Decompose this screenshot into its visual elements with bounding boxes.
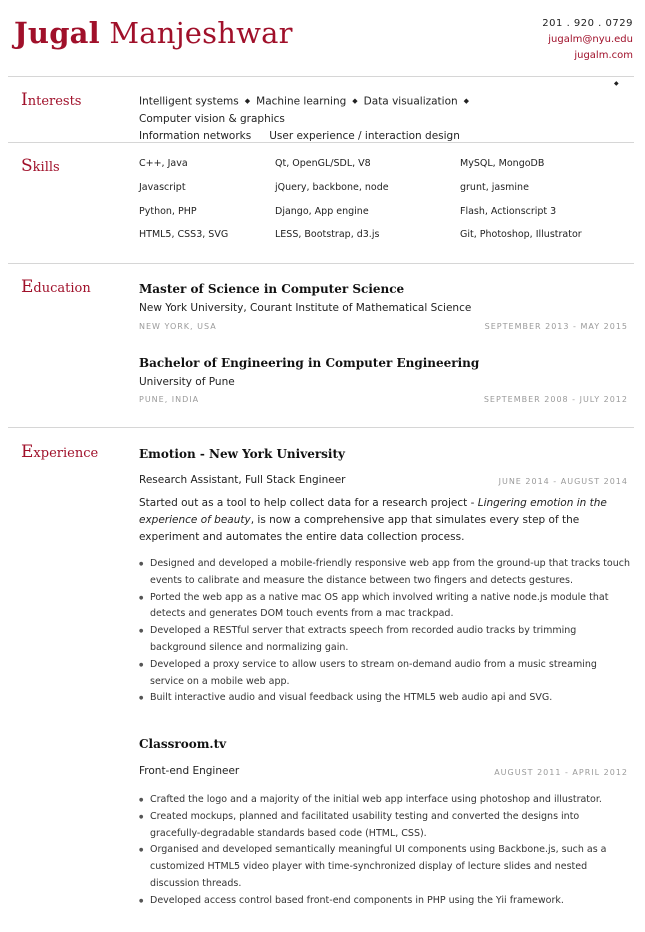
- skill-item: Git, Photoshop, Illustrator: [460, 229, 582, 240]
- skill-item: Python, PHP: [139, 206, 197, 217]
- phone-number: 201 . 920 . 0729: [542, 18, 633, 29]
- list-item: ● Crafted the logo and a majority of the initial web app interface using photoshop and illustrator.: [139, 792, 631, 809]
- email-link[interactable]: jugalm@nyu.edu: [548, 34, 633, 45]
- job-role: Research Assistant, Full Stack Engineer: [139, 474, 346, 486]
- skill-item: HTML5, CSS3, SVG: [139, 229, 229, 240]
- divider: [8, 142, 634, 143]
- interests-list: [139, 93, 619, 145]
- divider: [8, 427, 634, 428]
- skill-item: Django, App engine: [275, 206, 369, 217]
- interest-item: Information networks: [139, 129, 252, 142]
- list-item: ● Designed and developed a mobile-friendly responsive web app from the ground-up that tracks touch events to calibrate and measure the distance between two fingers and detects gestures.: [139, 556, 631, 590]
- candidate-name: [14, 16, 293, 50]
- list-item: ● Built interactive audio and visual feedback using the HTML5 web audio api and SVG.: [139, 690, 631, 707]
- job-description: Started out as a tool to help collect data for a research project - Lingering emotion in the experience of beauty, is now a comprehensive app that simulates every step of the experiment and automates the entire data collection process.: [139, 497, 607, 543]
- degree-title: Bachelor of Engineering in Computer Engineering: [139, 356, 480, 370]
- diamond-icon: ◆: [352, 97, 358, 105]
- skill-item: jQuery, backbone, node: [275, 182, 389, 193]
- last-name: Manjeshwar: [109, 16, 293, 50]
- job-bullets: [139, 792, 631, 910]
- edu-dates: SEPTEMBER 2013 - MAY 2015: [484, 322, 628, 331]
- interest-item: Intelligent systems: [139, 95, 239, 108]
- interest-item: Data visualization: [363, 95, 458, 108]
- school-name: New York University, Courant Institute of Mathematical Science: [139, 302, 472, 314]
- job-title: Emotion - New York University: [139, 447, 345, 461]
- job-dates: JUNE 2014 - AUGUST 2014: [498, 477, 628, 486]
- list-item: ● Created mockups, planned and facilitated usability testing and converted the designs into gracefully-degradable standards based code (HTML, CSS).: [139, 809, 631, 843]
- list-item: ● Ported the web app as a native mac OS app which involved writing a native node.js module that detects and generates DOM touch events from a mac trackpad.: [139, 590, 631, 624]
- diamond-icon: ◆: [614, 80, 619, 87]
- section-title-skills: Skills: [21, 156, 60, 176]
- first-name: Jugal: [14, 16, 100, 50]
- website-link[interactable]: jugalm.com: [574, 50, 633, 61]
- skill-item: C++, Java: [139, 158, 188, 169]
- section-title-interests: Interests: [21, 90, 82, 110]
- job-bullets: [139, 556, 631, 707]
- job-dates: AUGUST 2011 - APRIL 2012: [494, 768, 628, 777]
- job-title: Classroom.tv: [139, 737, 227, 751]
- edu-location: NEW YORK, USA: [139, 322, 217, 331]
- list-item: ● Developed access control based front-end components in PHP using the Yii framework.: [139, 893, 631, 910]
- interest-item: Machine learning: [256, 95, 347, 108]
- edu-dates: SEPTEMBER 2008 - JULY 2012: [483, 395, 628, 404]
- school-name: University of Pune: [139, 376, 235, 388]
- skill-item: Qt, OpenGL/SDL, V8: [275, 158, 371, 169]
- diamond-icon: ◆: [463, 97, 470, 105]
- section-title-education: Education: [21, 277, 91, 297]
- skill-item: grunt, jasmine: [460, 182, 529, 193]
- skill-item: Flash, Actionscript 3: [460, 206, 557, 217]
- diamond-icon: ◆: [244, 97, 251, 105]
- skill-item: Javascript: [139, 182, 186, 193]
- interest-item: User experience / interaction design: [269, 129, 460, 142]
- skill-item: LESS, Bootstrap, d3.js: [275, 229, 380, 240]
- divider: [8, 76, 634, 77]
- contact-block: [542, 16, 633, 64]
- edu-location: PUNE, INDIA: [139, 395, 200, 404]
- section-title-experience: Experience: [21, 442, 99, 462]
- job-role: Front-end Engineer: [139, 765, 240, 777]
- skill-item: MySQL, MongoDB: [460, 158, 545, 169]
- interest-item: Computer vision & graphics: [139, 112, 285, 125]
- list-item: ● Developed a proxy service to allow users to stream on-demand audio from a music streaming service on a mobile web app.: [139, 657, 631, 691]
- list-item: ● Developed a RESTful server that extracts speech from recorded audio tracks by trimming background silence and normalizing gain.: [139, 623, 631, 657]
- degree-title: Master of Science in Computer Science: [139, 282, 405, 296]
- list-item: ● Organised and developed semantically meaningful UI components using Backbone.js, such as a customized HTML5 video player with time-synchronized display of lecture slides and nested discussion threads.: [139, 842, 631, 892]
- divider: [8, 263, 634, 264]
